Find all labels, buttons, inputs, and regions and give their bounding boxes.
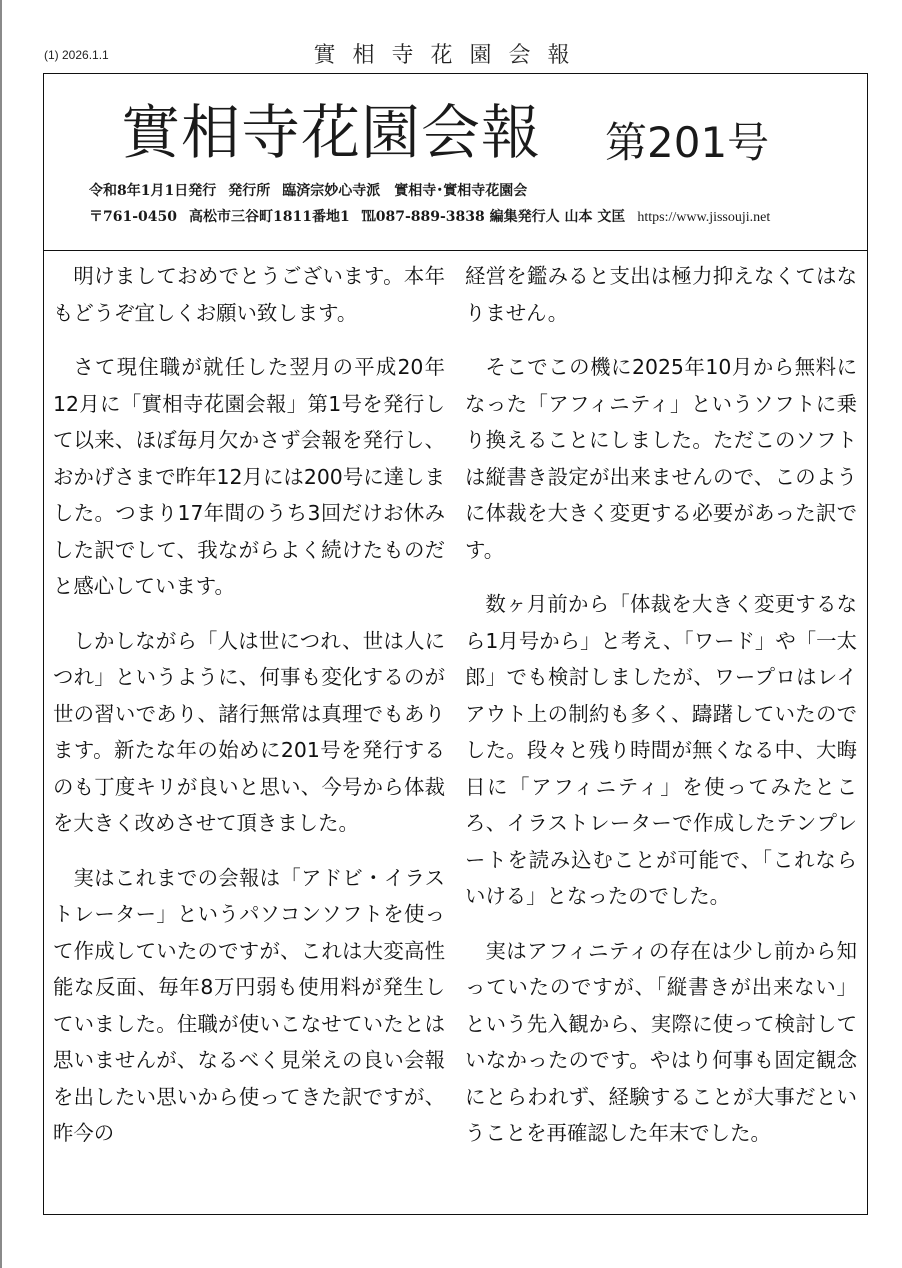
issue-date: (1) 2026.1.1 [44, 48, 109, 62]
paragraph-continuation: 経営を鑑みると支出は極力抑えなくてはなりません。 [465, 264, 857, 325]
paragraph: 数ヶ月前から「体裁を大きく変更するなら1月号から」と考え、「ワード」や「一太郎」でも検討しましたが、ワープロはレイアウト上の制約も多く、躊躇していたのでした。段々と残り時間が無くなる中、大晦日に「アフィニティ」を使ってみたところ、イラストレーターで作成したテンプレートを読み込むことが可能で、「これならいける」となったのでした。 [465, 592, 857, 908]
right-column [465, 258, 857, 1170]
website-link[interactable]: https://www.jissouji.net [637, 210, 771, 225]
paragraph: 明けましておめでとうございます。本年もどうぞ宜しくお願い致します。 [53, 264, 445, 325]
page-edge-rule [0, 0, 2, 1268]
paragraph: 実はアフィニティの存在は少し前から知っていたのですが、「縦書きが出来ない」という先入観から、実際に使って検討していなかったのです。やはり何事も固定観念にとらわれず、経験することが大事だということを再確認した年末でした。 [465, 938, 857, 1145]
paragraph: 実はこれまでの会報は「アドビ・イラストレーター」というパソコンソフトを使って作成していたのですが、これは大変高性能な反面、毎年8万円弱も使用料が発生していました。住職が使いこなせていたとは思いませんが、なるべく見栄えの良い会報を出したい思いから使ってきた訳ですが、昨今の [53, 865, 445, 1145]
editor: 編集発行人 山本 文匡 [489, 209, 626, 225]
publication-date: 令和8年1月1日発行 [89, 183, 217, 199]
publication-line-1 [89, 180, 527, 200]
left-column [53, 258, 445, 1170]
running-title: 實相寺花園会報 [313, 43, 587, 68]
masthead [43, 73, 868, 251]
publisher-label: 発行所 [228, 183, 271, 199]
paragraph: そこでこの機に2025年10月から無料になった「アフィニティ」というソフトに乗り換えることにしました。ただこのソフトは縦書き設定が出来ませんので、このように体裁を大きく変更する必要があった訳です。 [465, 355, 857, 562]
publisher-name: 臨済宗妙心寺派 實相寺･實相寺花園会 [282, 183, 528, 199]
masthead-title: 實相寺花園会報 [121, 98, 542, 167]
publication-line-2 [89, 206, 770, 226]
address: 高松市三谷町1811番地1 [189, 209, 350, 225]
phone: ℡087-889-3838 [361, 209, 485, 225]
paragraph: さて現住職が就任した翌月の平成20年12月に「實相寺花園会報」第1号を発行して以来、ほぼ毎月欠かさず会報を発行し、おかげさまで昨年12月には200号に達しました。つまり17年間のうち3回だけお休みした訳でして、我ながらよく続けたものだと感心しています。 [53, 355, 445, 598]
issue-number: 第201号 [605, 118, 770, 167]
postal-code: 〒761-0450 [89, 209, 177, 225]
paragraph: しかしながら「人は世につれ、世は人につれ」というように、何事も変化するのが世の習いであり、諸行無常は真理でもあります。新たな年の始めに201号を発行するのも丁度キリが良いと思い、今号から体裁を大きく改めさせて頂きました。 [53, 628, 445, 835]
